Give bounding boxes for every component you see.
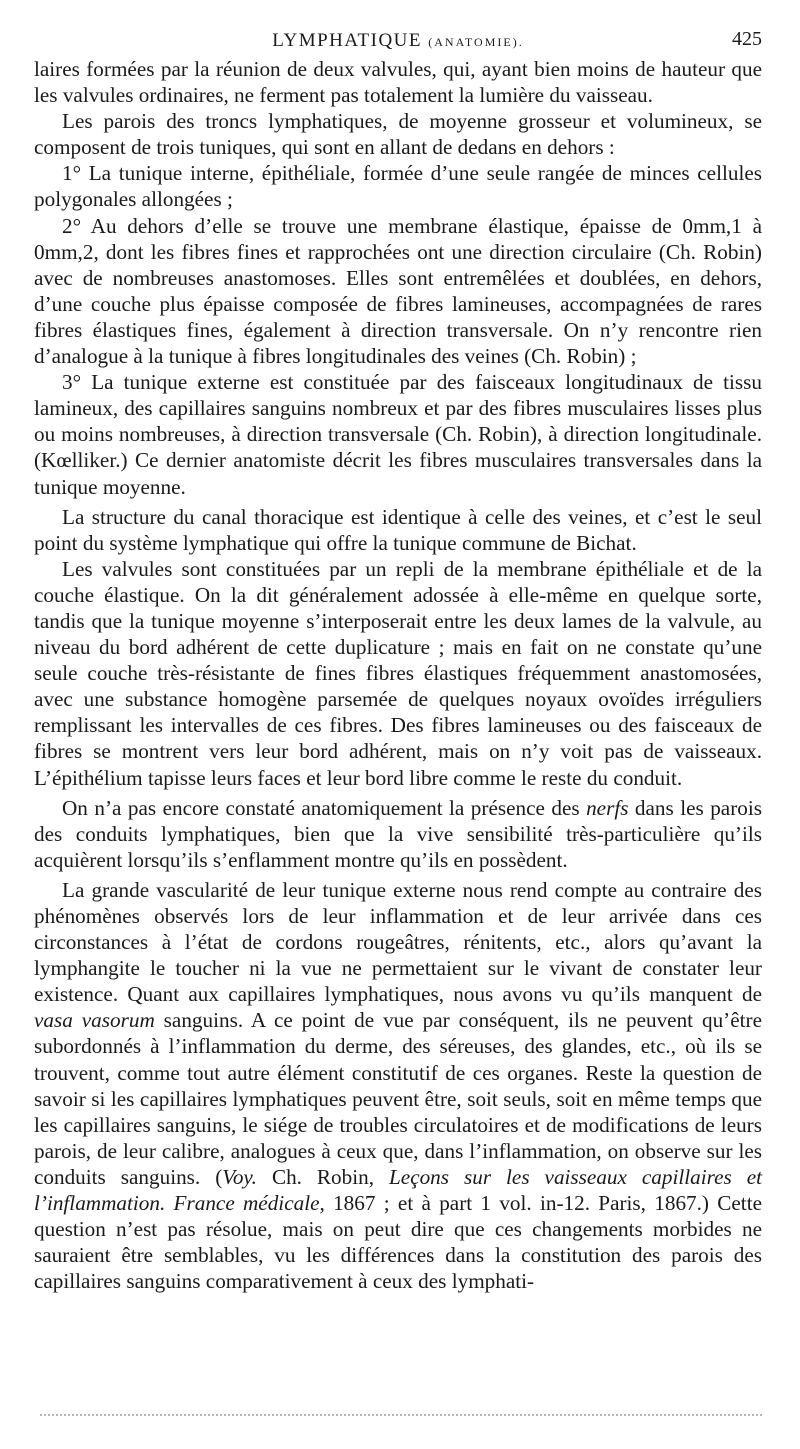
running-header (34, 26, 762, 56)
paragraph-9-italic-voy: Voy. (222, 1164, 257, 1189)
paragraph-2: Les parois des troncs lymphatiques, de moyenne grosseur et volumineux, se composent de trois tuniques, qui sont en allant de dedans en dehors : (34, 109, 762, 160)
header-title-line (34, 30, 762, 52)
footer-dotted-rule (40, 1414, 762, 1416)
header-subtitle: (ANATOMIE). (428, 35, 524, 49)
paragraph-9-text-a: La grande vascularité de leur tunique externe nous rend compte au contraire des phénomènes observés lors de leur inflammation et de leur arrivée dans ces circonstances à l’état de cordons rougeâtres, rénitents, etc., alors qu’avant la lymphangite le toucher ni la vue ne permettaient sur le vivant de constater leur existence. Quant aux capillaires lymphatiques, nous avons vu qu’ils manquent de (34, 877, 762, 1007)
paragraph-4: 2° Au dehors d’elle se trouve une membrane élastique, épaisse de 0mm,1 à 0mm,2, dont les fibres fines et rapprochées ont une direction circulaire (Ch. Robin) avec de nombreuses anastomoses. Elles sont entremêlées et doublées, en dehors, d’une couche plus épaisse composée de fibres lamineuses, accompagnées de rares fibres élastiques fines, également à direction transversale. On n’y rencontre rien d’analogue à la tunique à fibres longitudinales des veines (Ch. Robin) ; (34, 213, 762, 369)
paragraph-1: laires formées par la réunion de deux valvules, qui, ayant bien moins de hauteur que les valvules ordinaires, ne ferment pas totalement la lumière du vaisseau. (34, 57, 762, 108)
paragraph-9 (34, 877, 762, 1295)
paragraph-9-text-c: Ch. Robin, (256, 1164, 389, 1189)
paragraph-6: La structure du canal thoracique est identique à celle des veines, et c’est le seul point du système lymphatique qui offre la tunique commune de Bichat. (34, 504, 762, 555)
paragraph-9-italic-citation: Leçons sur les vaisseaux capillaires et l’inflammation. France médicale (34, 1164, 762, 1216)
body-text (34, 56, 762, 1294)
paragraph-8-text-b: dans les parois des conduits lymphatiques, bien que la vive sensibilité très-particulière qu’ils acquièrent lorsqu’ils s’enflamment montre qu’ils en possèdent. (34, 795, 762, 872)
paragraph-5: 3° La tunique externe est constituée par des faisceaux longitudinaux de tissu lamineux, des capillaires sanguins nombreux et par des fibres musculaires lisses plus ou moins nombreuses, à direction transversale (Ch. Robin), à direction longitudinale. (Kœlliker.) Ce dernier anatomiste décrit les fibres musculaires transversales dans la tunique moyenne. (34, 370, 762, 499)
paragraph-8-italic-nerfs: nerfs (586, 795, 629, 820)
paragraph-9-text-b: sanguins. A ce point de vue par conséquent, ils ne peuvent qu’être subordonnés à l’inflammation du derme, des séreuses, des glandes, etc., où ils se trouvent, comme tout autre élément constitutif de ces organes. Reste la question de savoir si les capillaires lymphatiques peuvent être, soit seuls, soit en même temps que les capillaires sanguins, le siége de troubles circulatoires et de modifications de leurs parois, de leur calibre, analogues à ceux que, dans l’inflammation, on observe sur les conduits sanguins. ( (34, 1008, 762, 1189)
paragraph-8 (34, 795, 762, 873)
header-title: LYMPHATIQUE (272, 30, 423, 51)
paragraph-3: 1° La tunique interne, épithéliale, formée d’une seule rangée de minces cellules polygonales allongées ; (34, 161, 762, 212)
paragraph-9-italic-vasa: vasa vasorum (34, 1008, 155, 1033)
document-page (34, 26, 762, 1294)
paragraph-7: Les valvules sont constituées par un repli de la membrane épithéliale et de la couche élastique. On la dit généralement adossée à elle-même en quelque sorte, tandis que la tunique moyenne s’interposerait entre les deux lames de la valvule, au niveau du bord adhérent de cette duplicature ; mais en fait on ne constate qu’une seule couche très-résistante de fines fibres élastiques fréquemment anastomosées, avec une substance homogène parsemée de quelques noyaux ovoïdes irréguliers remplissant les intervalles de ces fibres. Des fibres lamineuses ou des faisceaux de fibres se montrent vers leur bord adhérent, mais on n’y voit pas de vaisseaux. L’épithélium tapisse leurs faces et leur bord libre comme le reste du conduit. (34, 556, 762, 790)
page-number: 425 (732, 28, 762, 50)
paragraph-8-text-a: On n’a pas encore constaté anatomiquement la présence des (62, 795, 587, 820)
paragraph-9-text-d: , 1867 ; et à part 1 vol. in-12. Paris, 1867.) Cette question n’est pas résolue, mais on peut dire que ces changements morbides ne sauraient être semblables, vu les différences dans la constitution des parois des capillaires sanguins comparativement à ceux des lymphati- (34, 1191, 762, 1294)
